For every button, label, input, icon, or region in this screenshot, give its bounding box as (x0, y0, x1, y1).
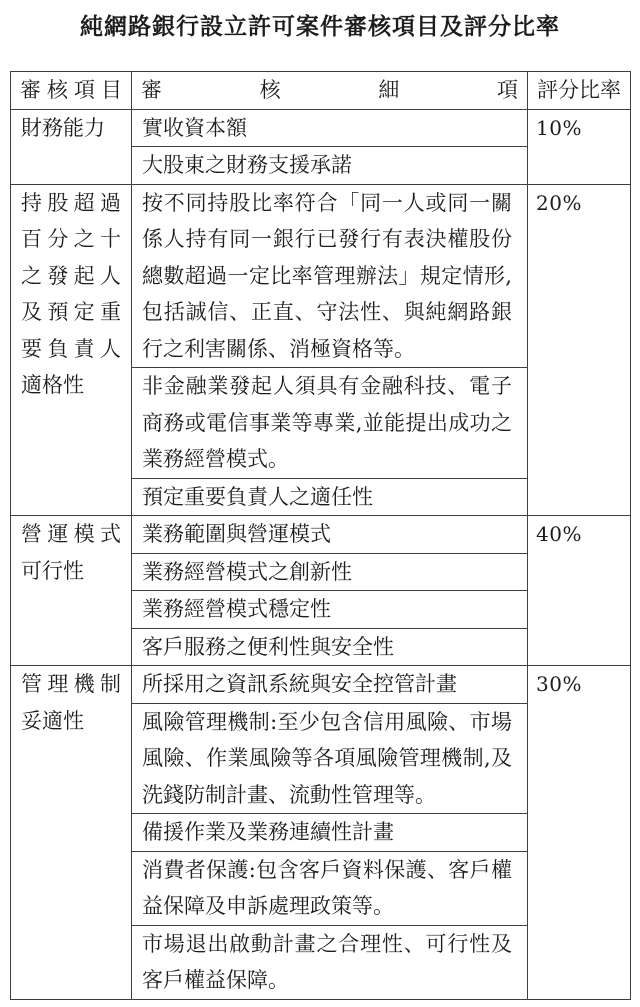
header-row (11, 72, 631, 110)
detail-cell: 實收資本額 (132, 109, 528, 147)
ratio-cell: 10% (528, 109, 631, 184)
document-title: 純網路銀行設立許可案件審核項目及評分比率 (80, 13, 560, 40)
ratio-cell: 20% (528, 184, 631, 516)
ratio-cell: 30% (528, 666, 631, 1000)
detail-cell: 客戶服務之便利性與安全性 (132, 628, 528, 666)
table-row (11, 516, 631, 554)
ratio-cell: 40% (528, 516, 631, 666)
table-row (11, 109, 631, 147)
detail-cell: 風險管理機制:至少包含信用風險、市場風險、作業風險等各項風險管理機制,及洗錢防制計畫、流動性管理等。 (132, 703, 528, 814)
header-cell-review-detail: 審核細項 (132, 72, 528, 110)
review-criteria-table (10, 71, 631, 1000)
detail-cell: 備援作業及業務連續性計畫 (132, 814, 528, 852)
detail-cell: 市場退出啟動計畫之合理性、可行性及客戶權益保障。 (132, 925, 528, 999)
detail-cell: 業務範圍與營運模式 (132, 516, 528, 554)
category-cell-founder-eligibility: 持股超過百分之十之發起人及預定重要負責人適格性 (11, 184, 132, 516)
detail-cell: 非金融業發起人須具有金融科技、電子商務或電信事業等專業,並能提出成功之業務經營模式。 (132, 368, 528, 479)
detail-cell: 消費者保護:包含客戶資料保護、客戶權益保障及申訴處理政策等。 (132, 851, 528, 925)
table-row (11, 666, 631, 704)
header-cell-score-ratio: 評分比率 (528, 72, 631, 110)
category-cell-financial-capacity: 財務能力 (11, 109, 132, 184)
header-cell-review-item: 審核項目 (11, 72, 132, 110)
detail-cell: 按不同持股比率符合「同一人或同一關係人持有同一銀行已發行有表決權股份總數超過一定比率管理辦法」規定情形,包括誠信、正直、守法性、與純網路銀行之利害關係、消極資格等。 (132, 184, 528, 368)
detail-cell: 預定重要負責人之適任性 (132, 478, 528, 516)
detail-cell: 大股東之財務支援承諾 (132, 147, 528, 185)
detail-cell: 所採用之資訊系統與安全控管計畫 (132, 666, 528, 704)
detail-cell: 業務經營模式穩定性 (132, 591, 528, 629)
category-cell-management-mechanism: 管理機制妥適性 (11, 666, 132, 1000)
detail-cell: 業務經營模式之創新性 (132, 553, 528, 591)
category-cell-business-model-feasibility: 營運模式可行性 (11, 516, 132, 666)
table-row (11, 184, 631, 368)
